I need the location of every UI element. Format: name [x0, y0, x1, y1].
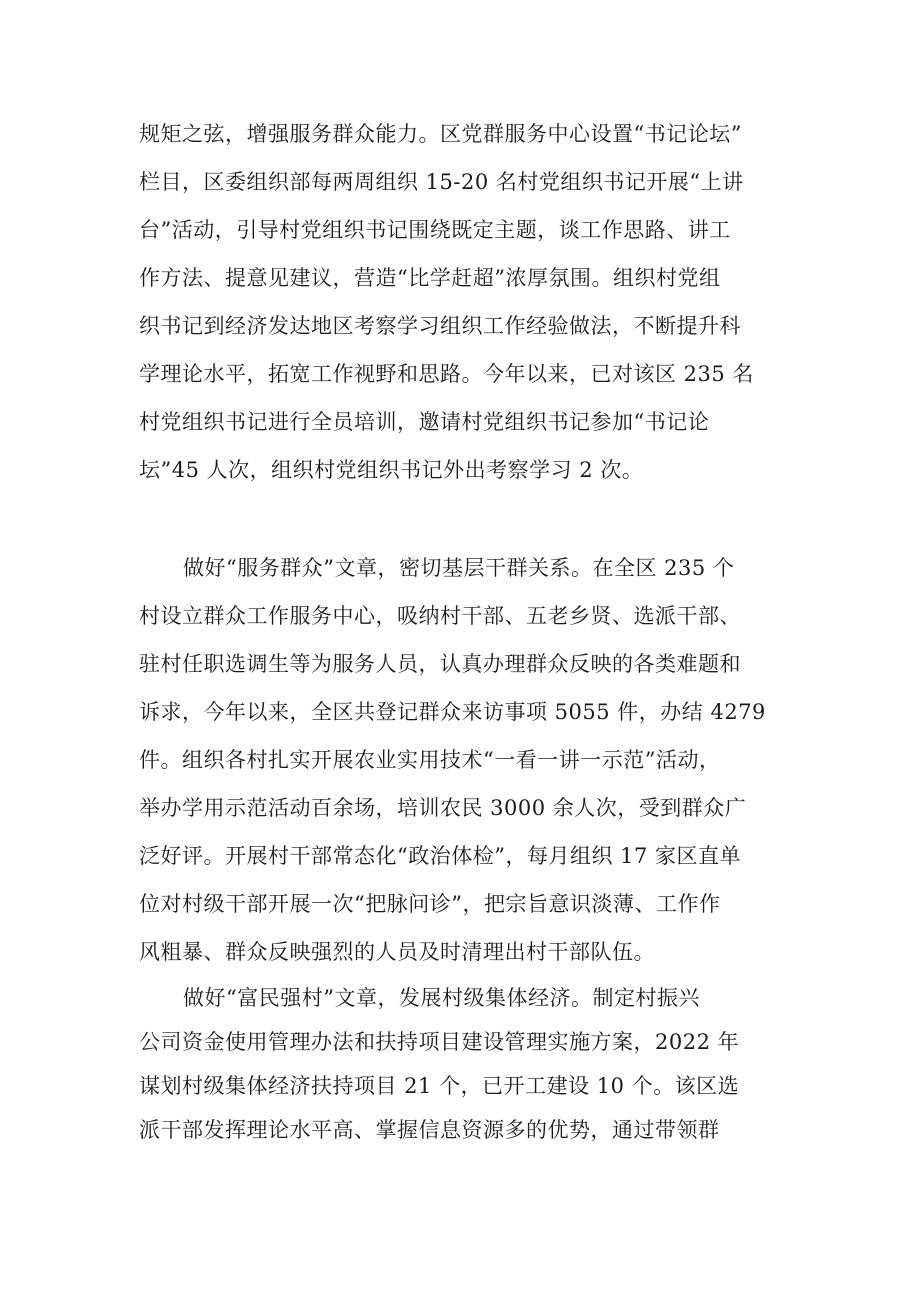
text-line: 村设立群众工作服务中心，吸纳村干部、五老乡贤、选派干部、	[139, 604, 741, 628]
text-line: 规矩之弦，增强服务群众能力。区党群服务中心设置“书记论坛”	[139, 122, 742, 146]
text-line: 村党组织书记进行全员培训，邀请村党组织书记参加“书记论	[139, 410, 710, 434]
text-line: 台”活动，引导村党组织书记围绕既定主题，谈工作思路、讲工	[139, 218, 731, 242]
text-line: 学理论水平，拓宽工作视野和思路。今年以来，已对该区 235 名	[139, 362, 754, 386]
text-line: 坛”45 人次，组织村党组织书记外出考察学习 2 次。	[139, 458, 644, 482]
text-line: 织书记到经济发达地区考察学习组织工作经验做法，不断提升科	[139, 314, 741, 338]
paragraph-enrich-villages	[139, 976, 811, 1152]
text-line: 件。组织各村扎实开展农业实用技术“一看一讲一示范”活动，	[139, 748, 721, 772]
text-line: 诉求，今年以来，全区共登记群众来访事项 5055 件，办结 4279	[139, 700, 766, 724]
text-line: 举办学用示范活动百余场，培训农民 3000 余人次，受到群众广	[139, 796, 747, 820]
text-line: 谋划村级集体经济扶持项目 21 个，已开工建设 10 个。该区选	[139, 1074, 740, 1098]
text-line: 风粗暴、群众反映强烈的人员及时清理出村干部队伍。	[139, 940, 655, 964]
text-line: 作方法、提意见建议，营造“比学赶超”浓厚氛围。组织村党组	[139, 266, 721, 290]
text-line: 泛好评。开展村干部常态化“政治体检”，每月组织 17 家区直单	[139, 844, 742, 868]
paragraph-training	[139, 110, 811, 494]
text-line: 栏目，区委组织部每两周组织 15-20 名村党组织书记开展“上讲	[139, 170, 744, 194]
paragraph-serve-masses	[139, 544, 811, 976]
text-line-first: 做好“服务群众”文章，密切基层干群关系。在全区 235 个	[183, 556, 735, 580]
text-line: 派干部发挥理论水平高、掌握信息资源多的优势，通过带领群	[139, 1118, 720, 1142]
text-line-first: 做好“富民强村”文章，发展村级集体经济。制定村振兴	[183, 986, 700, 1010]
text-line: 位对村级干部开展一次“把脉问诊”，把宗旨意识淡薄、工作作	[139, 892, 721, 916]
text-line: 公司资金使用管理办法和扶持项目建设管理实施方案，2022 年	[139, 1030, 740, 1054]
text-line: 驻村任职选调生等为服务人员，认真办理群众反映的各类难题和	[139, 652, 741, 676]
